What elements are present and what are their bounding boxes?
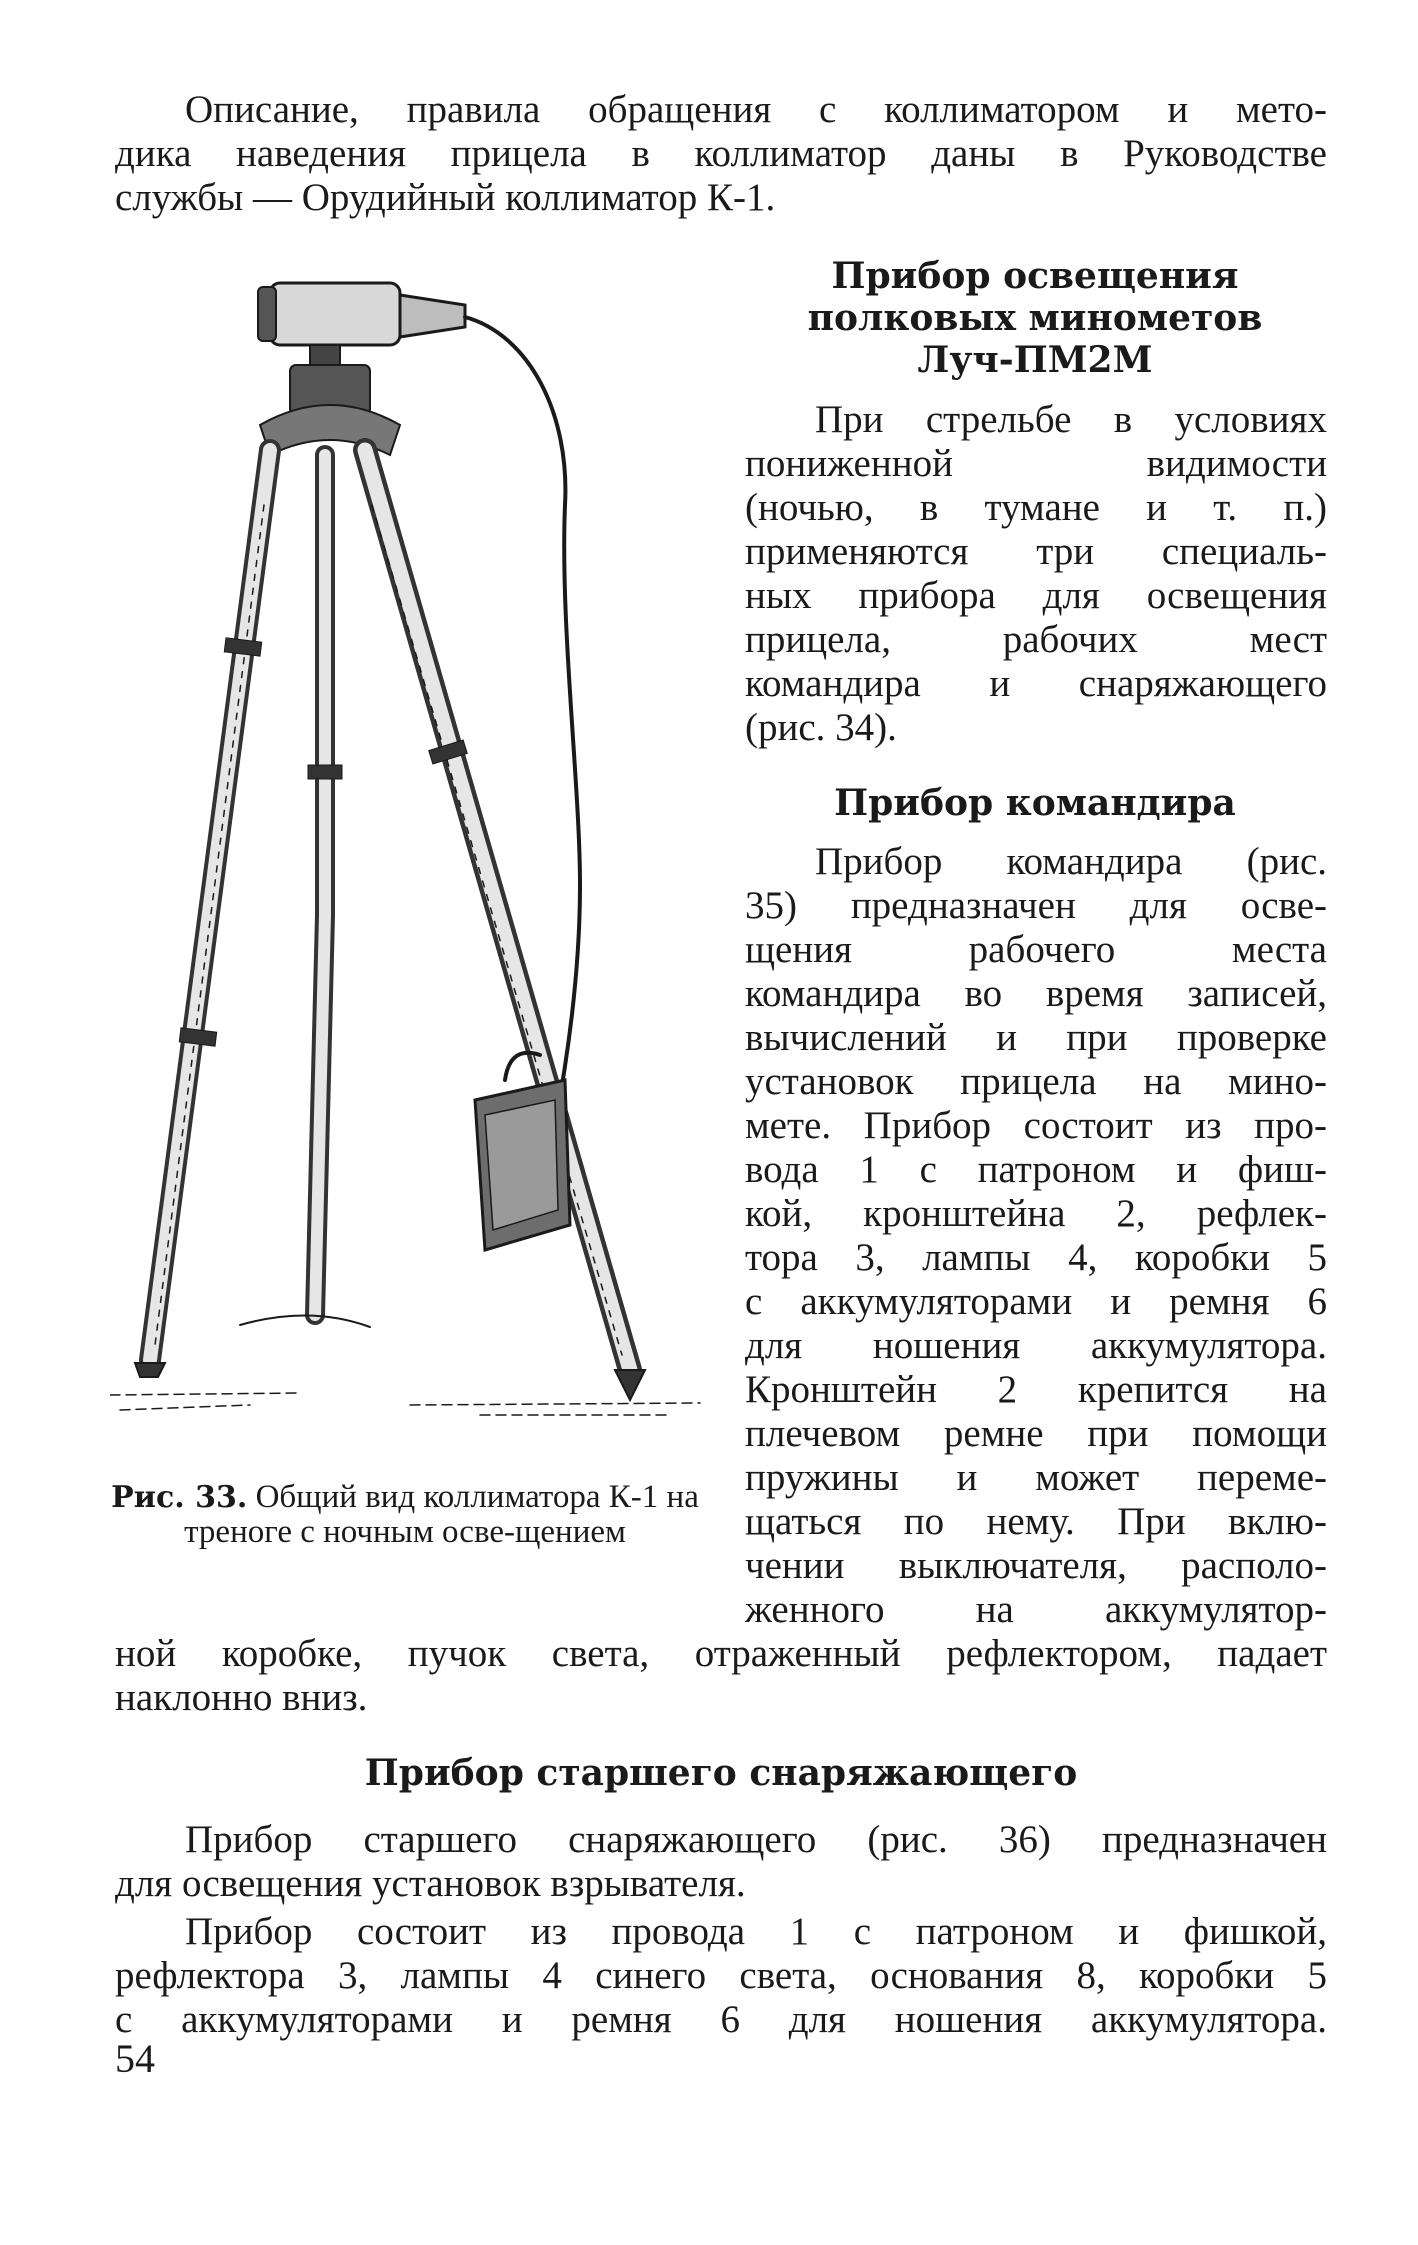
text-line: с аккумуляторами и ремня 6	[745, 1280, 1327, 1323]
section-heading-luch	[785, 255, 1285, 381]
caption-label: Рис. 33.	[111, 1480, 248, 1515]
text-line: командира во время записей,	[745, 972, 1327, 1015]
section3-paragraph-1	[115, 1818, 1327, 1906]
figure-caption	[110, 1480, 700, 1550]
caption-text: Общий вид коллиматора К-1 на треноге с ночным осве-щением	[184, 1479, 699, 1550]
text-line: ной коробке, пучок света, отраженный рефлектором, падает	[115, 1632, 1327, 1675]
intro-line: Описание, правила обращения с коллиматором и мето-	[185, 88, 1327, 131]
text-line: щения рабочего места	[745, 928, 1327, 971]
text-line: При стрельбе в условиях	[815, 398, 1327, 441]
text-line: (рис. 34).	[745, 706, 897, 749]
heading-line: Прибор старшего снаряжающего	[364, 1752, 1078, 1794]
text-line: 35) предназначен для осве-	[745, 884, 1327, 927]
text-line: ных прибора для освещения	[745, 574, 1327, 617]
section3-paragraph-2	[115, 1910, 1327, 2042]
heading-line: Луч-ПМ2М	[917, 339, 1153, 381]
text-line: для ношения аккумулятора.	[745, 1324, 1327, 1367]
section2-continuation	[115, 1632, 1327, 1720]
section2-paragraph	[745, 840, 1327, 1632]
text-line: командира и снаряжающего	[745, 662, 1327, 705]
text-line: Кронштейн 2 крепится на	[745, 1368, 1327, 1411]
text-line: пониженной видимости	[745, 442, 1327, 485]
text-line: применяются три специаль-	[745, 530, 1327, 573]
heading-line: полковых минометов	[807, 297, 1263, 339]
page-number: 54	[115, 2036, 155, 2081]
text-line: мете. Прибор состоит из про-	[745, 1104, 1327, 1147]
text-line: пружины и может переме-	[745, 1456, 1327, 1499]
text-line: щаться по нему. При вклю-	[745, 1500, 1327, 1543]
text-line: рефлектора 3, лампы 4 синего света, основания 8, коробки 5	[115, 1954, 1327, 1997]
text-line: Прибор командира (рис.	[815, 840, 1327, 883]
intro-line: дика наведения прицела в коллиматор даны в Руководстве	[115, 132, 1327, 175]
collimator-tripod-illustration	[110, 265, 710, 1450]
text-line: Прибор старшего снаряжающего (рис. 36) предназначен	[185, 1818, 1327, 1861]
text-line: для освещения установок взрывателя.	[115, 1862, 746, 1905]
text-line: (ночью, в тумане и т. п.)	[745, 486, 1327, 529]
text-line: вычислений и при проверке	[745, 1016, 1327, 1059]
text-line: плечевом ремне при помощи	[745, 1412, 1327, 1455]
text-line: установок прицела на мино-	[745, 1060, 1327, 1103]
text-line: кой, кронштейна 2, рефлек-	[745, 1192, 1327, 1235]
section-heading-senior-loader	[115, 1752, 1327, 1794]
text-line: с аккумуляторами и ремня 6 для ношения аккумулятора.	[115, 1998, 1327, 2041]
text-line: Прибор состоит из провода 1 с патроном и фишкой,	[185, 1910, 1327, 1953]
text-line: наклонно вниз.	[115, 1676, 368, 1719]
intro-paragraph	[115, 88, 1327, 220]
text-line: чении выключателя, располо-	[745, 1544, 1327, 1587]
heading-line: Прибор освещения	[831, 255, 1239, 297]
section1-paragraph	[745, 398, 1327, 750]
heading-line: Прибор командира	[834, 782, 1236, 824]
text-line: женного на аккумулятор-	[745, 1588, 1327, 1631]
section-heading-commander	[785, 782, 1285, 824]
text-line: прицела, рабочих мест	[745, 618, 1327, 661]
text-line: вода 1 с патроном и фиш-	[745, 1148, 1327, 1191]
text-line: тора 3, лампы 4, коробки 5	[745, 1236, 1327, 1279]
intro-line: службы — Орудийный коллиматор К-1.	[115, 176, 776, 219]
